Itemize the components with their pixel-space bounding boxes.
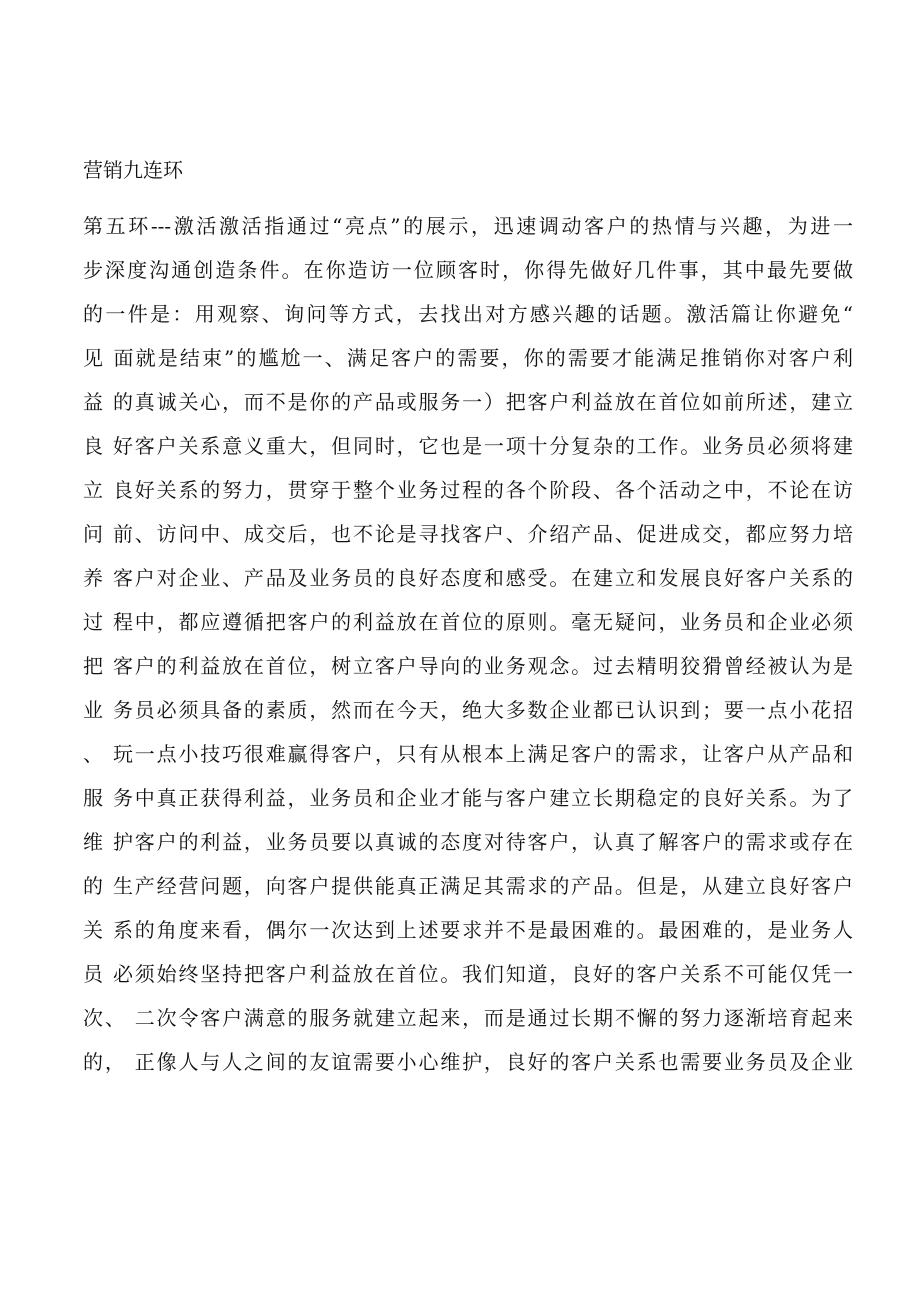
- body-line: 的 生产经营问题，向客户提供能真正满足其需求的产品。但是，从建立良好客户: [83, 874, 853, 898]
- body-line: 步深度沟通创造条件。在你造访一位顾客时，你得先做好几件事，其中最先要做: [83, 258, 853, 282]
- body-line: 问 前、访问中、成交后，也不论是寻找客户、介绍产品、促进成交，都应努力培: [83, 522, 853, 546]
- body-line: 次、 二次令客户满意的服务就建立起来，而是通过长期不懈的努力逐渐培育起来: [83, 1006, 853, 1030]
- body-line: 服 务中真正获得利益，业务员和企业才能与客户建立长期稳定的良好关系。为了: [83, 786, 853, 810]
- document-title: 营销九连环: [83, 158, 183, 182]
- body-line: 、 玩一点小技巧很难赢得客户，只有从根本上满足客户的需求，让客户从产品和: [83, 742, 853, 766]
- body-line: 员 必须始终坚持把客户利益放在首位。我们知道，良好的客户关系不可能仅凭一: [83, 962, 853, 986]
- body-line: 维 护客户的利益，业务员要以真诚的态度对待客户，认真了解客户的需求或存在: [83, 830, 853, 854]
- body-line: 过 程中，都应遵循把客户的利益放在首位的原则。毫无疑问，业务员和企业必须: [83, 610, 853, 634]
- body-line: 益 的真诚关心，而不是你的产品或服务一）把客户利益放在首位如前所述，建立: [83, 390, 853, 414]
- body-line: 第五环---激活激活指通过“亮点”的展示，迅速调动客户的热情与兴趣，为进一: [83, 214, 853, 238]
- body-line: 立 良好关系的努力，贯穿于整个业务过程的各个阶段、各个活动之中，不论在访: [83, 478, 853, 502]
- body-line: 的， 正像人与人之间的友谊需要小心维护，良好的客户关系也需要业务员及企业: [83, 1050, 853, 1074]
- body-line: 养 客户对企业、产品及业务员的良好态度和感受。在建立和发展良好客户关系的: [83, 566, 853, 590]
- body-line: 关 系的角度来看，偶尔一次达到上述要求并不是最困难的。最困难的，是业务人: [83, 918, 853, 942]
- body-line: 业 务员必须具备的素质，然而在今天，绝大多数企业都已认识到；要一点小花招: [83, 698, 853, 722]
- document-body: [83, 204, 853, 1084]
- body-line: 良 好客户关系意义重大，但同时，它也是一项十分复杂的工作。业务员必须将建: [83, 434, 853, 458]
- body-line: 的一件是：用观察、询问等方式，去找出对方感兴趣的话题。激活篇让你避免“: [83, 302, 853, 326]
- body-line: 把 客户的利益放在首位，树立客户导向的业务观念。过去精明狡猾曾经被认为是: [83, 654, 853, 678]
- body-line: 见 面就是结束”的尴尬一、满足客户的需要，你的需要才能满足推销你对客户利: [83, 346, 853, 370]
